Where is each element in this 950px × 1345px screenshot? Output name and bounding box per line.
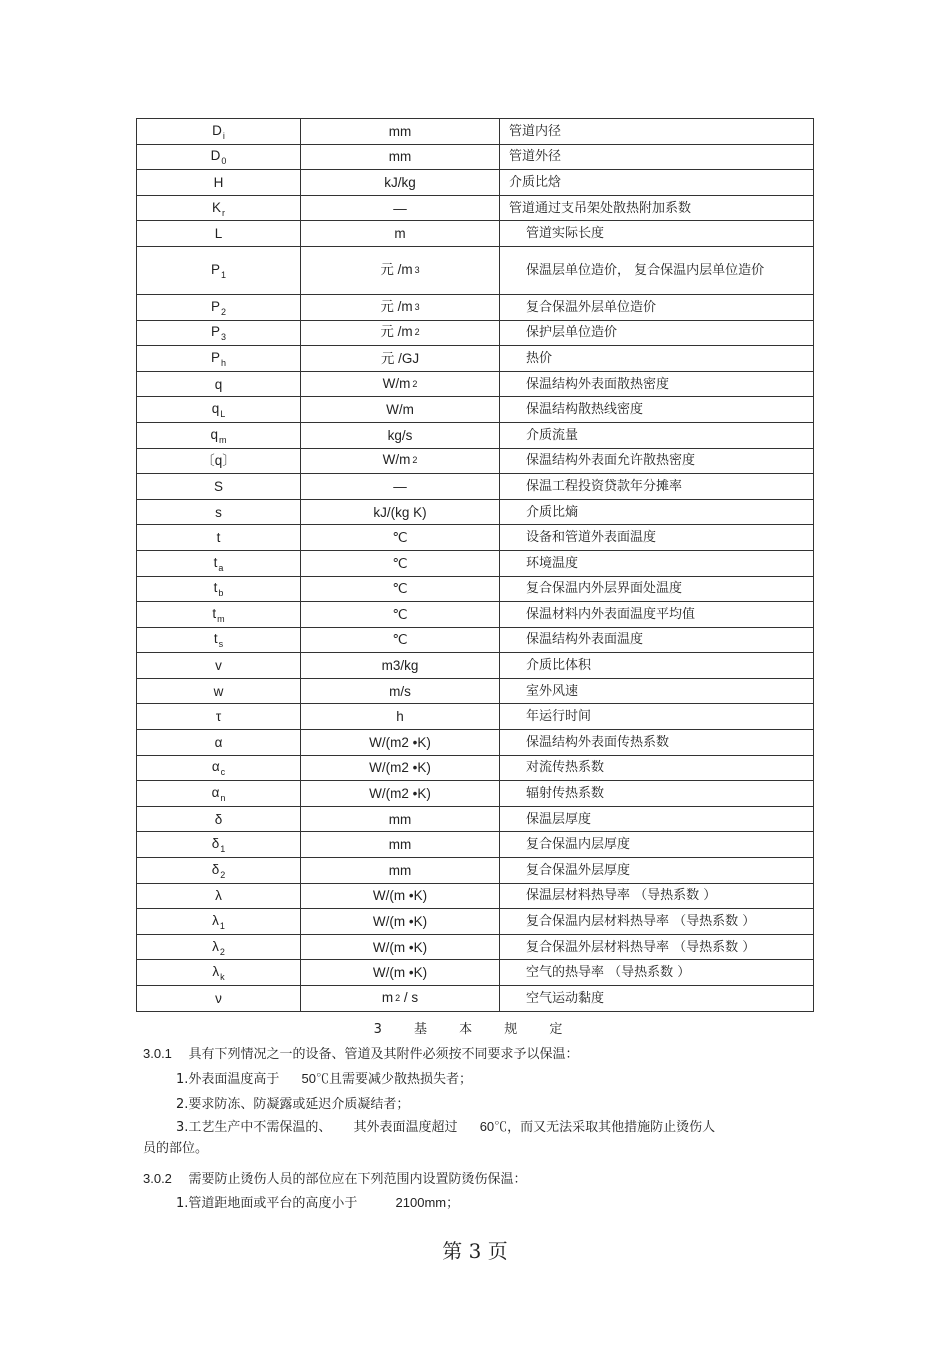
symbol: P bbox=[210, 298, 220, 314]
item-text-b: 2100mm； bbox=[395, 1195, 460, 1210]
table-row bbox=[137, 422, 814, 448]
unit: W/(m •K) bbox=[372, 965, 428, 981]
unit: ℃ bbox=[392, 581, 408, 597]
unit-tail: / s bbox=[400, 989, 419, 1005]
unit-cell bbox=[301, 550, 500, 576]
symbol-subscript: 2 bbox=[220, 869, 226, 880]
symbol-cell bbox=[137, 144, 301, 170]
description-cell: 复合保温外层材料热导率 （导热系数 ） bbox=[500, 934, 814, 960]
description-cell: 空气运动黏度 bbox=[500, 986, 814, 1012]
unit: — bbox=[393, 478, 407, 494]
unit: — bbox=[393, 200, 407, 216]
unit-cell bbox=[301, 294, 500, 320]
clause-3-0-2-item-1 bbox=[176, 1193, 459, 1214]
unit-exponent: 3 bbox=[414, 301, 420, 312]
unit-cell bbox=[301, 678, 500, 704]
symbol-cell bbox=[137, 346, 301, 372]
description-cell: 复合保温内外层界面处温度 bbox=[500, 576, 814, 602]
unit-cell bbox=[301, 755, 500, 781]
symbol-subscript: c bbox=[220, 767, 226, 778]
unit-cell bbox=[301, 806, 500, 832]
unit: 元 /m bbox=[380, 298, 413, 314]
symbol: q bbox=[214, 376, 223, 392]
symbol: t bbox=[213, 554, 218, 570]
table-row bbox=[137, 755, 814, 781]
symbol-cell bbox=[137, 960, 301, 986]
clause-number: 3.0.2 bbox=[143, 1171, 172, 1186]
symbol-subscript: 1 bbox=[220, 844, 226, 855]
table-row bbox=[137, 627, 814, 653]
unit: W/(m •K) bbox=[372, 914, 428, 930]
description-cell: 保温层材料热导率 （导热系数 ） bbox=[500, 883, 814, 909]
description-cell: 介质流量 bbox=[500, 422, 814, 448]
unit-cell bbox=[301, 397, 500, 423]
item-text-b: 其外表面温度超过 bbox=[353, 1120, 458, 1135]
clause-text: 需要防止烫伤人员的部位应在下列范围内设置防烫伤保温： bbox=[188, 1172, 527, 1187]
description-cell: 复合保温内层厚度 bbox=[500, 832, 814, 858]
unit: mm bbox=[388, 837, 412, 853]
description-cell: 热价 bbox=[500, 346, 814, 372]
description-cell: 管道内径 bbox=[500, 119, 814, 145]
symbol-cell bbox=[137, 499, 301, 525]
unit: ℃ bbox=[392, 606, 408, 622]
clause-3-0-1-item-1 bbox=[176, 1069, 472, 1090]
unit-cell bbox=[301, 960, 500, 986]
symbol-subscript: 2 bbox=[221, 306, 227, 317]
symbol-cell bbox=[137, 320, 301, 346]
table-row bbox=[137, 346, 814, 372]
unit: 元 /m bbox=[380, 324, 413, 340]
unit-cell bbox=[301, 986, 500, 1012]
symbol: 〔q〕 bbox=[201, 453, 236, 469]
symbol-cell bbox=[137, 986, 301, 1012]
symbol: δ bbox=[211, 861, 220, 877]
symbol-subscript: h bbox=[221, 357, 227, 368]
item-text-a: 3.工艺生产中不需保温的、 bbox=[176, 1120, 332, 1135]
symbol-cell bbox=[137, 550, 301, 576]
symbol-cell bbox=[137, 422, 301, 448]
clause-text: 具有下列情况之一的设备、管道及其附件必须按不同要求予以保温： bbox=[188, 1047, 579, 1062]
table-row bbox=[137, 883, 814, 909]
page-number: 第 3 页 bbox=[442, 1239, 508, 1263]
symbol: δ bbox=[214, 811, 223, 827]
table-row bbox=[137, 602, 814, 628]
table-row bbox=[137, 119, 814, 145]
unit-cell bbox=[301, 934, 500, 960]
table-row bbox=[137, 678, 814, 704]
unit-cell bbox=[301, 448, 500, 474]
symbol-cell bbox=[137, 195, 301, 221]
description-cell: 管道通过支吊架处散热附加系数 bbox=[500, 195, 814, 221]
description-cell: 复合保温外层厚度 bbox=[500, 858, 814, 884]
unit-cell bbox=[301, 195, 500, 221]
symbol-cell bbox=[137, 525, 301, 551]
symbol: q bbox=[210, 426, 218, 442]
symbol-cell bbox=[137, 576, 301, 602]
symbol-subscript: 2 bbox=[219, 946, 225, 957]
symbol: v bbox=[215, 658, 222, 674]
unit: kJ/kg bbox=[384, 174, 416, 190]
symbol-cell bbox=[137, 883, 301, 909]
unit: W/(m2 •K) bbox=[369, 760, 431, 776]
symbol: P bbox=[210, 261, 220, 277]
symbol: λ bbox=[212, 913, 219, 929]
description-cell: 介质比体积 bbox=[500, 653, 814, 679]
description-cell: 保温工程投资贷款年分摊率 bbox=[500, 474, 814, 500]
unit: mm bbox=[388, 149, 412, 165]
symbol: t bbox=[213, 631, 218, 647]
unit: m bbox=[394, 226, 406, 242]
symbol-cell bbox=[137, 653, 301, 679]
clause-3-0-1-item-2: 2.要求防冻、防凝露或延迟介质凝结者； bbox=[176, 1097, 410, 1112]
unit-exponent: 2 bbox=[395, 992, 401, 1003]
symbol-subscript: m bbox=[219, 434, 227, 445]
symbol-cell bbox=[137, 934, 301, 960]
table-row bbox=[137, 170, 814, 196]
table-row bbox=[137, 781, 814, 807]
unit-exponent: 2 bbox=[412, 378, 418, 389]
description-cell: 复合保温外层单位造价 bbox=[500, 294, 814, 320]
unit-cell bbox=[301, 170, 500, 196]
unit: 元 /m bbox=[380, 261, 413, 277]
table-row bbox=[137, 858, 814, 884]
symbol-subscript: s bbox=[218, 639, 224, 650]
symbol: w bbox=[213, 683, 224, 699]
item-text-c: 60℃，而又无法采取其他措施防止烫伤人 bbox=[479, 1119, 716, 1134]
symbol: S bbox=[213, 478, 223, 494]
clause-3-0-1 bbox=[143, 1044, 578, 1065]
table-row bbox=[137, 371, 814, 397]
symbol-cell bbox=[137, 221, 301, 247]
unit-cell bbox=[301, 858, 500, 884]
symbol-subscript: L bbox=[220, 409, 226, 420]
unit-cell bbox=[301, 320, 500, 346]
symbol-subscript: m bbox=[217, 613, 225, 624]
symbol: t bbox=[212, 605, 217, 621]
table-row bbox=[137, 499, 814, 525]
symbol-subscript: 3 bbox=[221, 332, 227, 343]
unit: m bbox=[381, 989, 394, 1005]
description-cell: 保温结构外表面散热密度 bbox=[500, 371, 814, 397]
table-row bbox=[137, 397, 814, 423]
unit-cell bbox=[301, 474, 500, 500]
symbol: δ bbox=[211, 836, 220, 852]
unit: W/m bbox=[386, 402, 414, 418]
unit-cell bbox=[301, 371, 500, 397]
symbol-cell bbox=[137, 294, 301, 320]
symbol-subscript: k bbox=[220, 972, 225, 983]
symbol: s bbox=[215, 504, 222, 520]
unit: mm bbox=[388, 123, 412, 139]
unit-cell bbox=[301, 730, 500, 756]
description-cell: 介质比熵 bbox=[500, 499, 814, 525]
description-cell: 辐射传热系数 bbox=[500, 781, 814, 807]
symbol: α bbox=[214, 734, 223, 750]
unit-cell bbox=[301, 346, 500, 372]
symbol: H bbox=[213, 174, 224, 190]
table-row bbox=[137, 525, 814, 551]
section-heading: 3 基 本 规 定 bbox=[373, 1022, 577, 1037]
description-cell: 年运行时间 bbox=[500, 704, 814, 730]
description-cell: 空气的热导率 （导热系数 ） bbox=[500, 960, 814, 986]
description-cell: 管道外径 bbox=[500, 144, 814, 170]
symbol-table bbox=[136, 118, 814, 1012]
table-row bbox=[137, 576, 814, 602]
table-row bbox=[137, 986, 814, 1012]
unit: kJ/(kg K) bbox=[373, 504, 427, 520]
symbol-subscript: 1 bbox=[219, 921, 225, 932]
symbol: D bbox=[210, 148, 221, 164]
description-cell: 保温层单位造价， 复合保温内层单位造价 bbox=[500, 246, 814, 294]
symbol-cell bbox=[137, 755, 301, 781]
symbol-cell bbox=[137, 448, 301, 474]
table-row bbox=[137, 960, 814, 986]
symbol-subscript: n bbox=[220, 793, 226, 804]
unit-exponent: 2 bbox=[412, 455, 418, 466]
symbol: D bbox=[212, 122, 222, 138]
item-text-a: 1.外表面温度高于 bbox=[176, 1072, 280, 1087]
table-row bbox=[137, 448, 814, 474]
table-row bbox=[137, 832, 814, 858]
symbol: α bbox=[211, 785, 220, 801]
item-text-b: 50℃且需要减少散热损失者； bbox=[301, 1071, 473, 1086]
symbol: t bbox=[216, 530, 221, 546]
unit-cell bbox=[301, 627, 500, 653]
symbol-subscript: i bbox=[222, 130, 225, 141]
symbol-cell bbox=[137, 781, 301, 807]
unit: kg/s bbox=[387, 427, 413, 443]
unit-cell bbox=[301, 781, 500, 807]
unit-cell bbox=[301, 704, 500, 730]
unit: W/m bbox=[382, 375, 411, 391]
unit: W/(m2 •K) bbox=[369, 734, 431, 750]
symbol: q bbox=[211, 401, 220, 417]
symbol: ν bbox=[215, 990, 222, 1006]
symbol-cell bbox=[137, 704, 301, 730]
unit-cell bbox=[301, 499, 500, 525]
symbol-cell bbox=[137, 246, 301, 294]
symbol-cell bbox=[137, 474, 301, 500]
description-cell: 环境温度 bbox=[500, 550, 814, 576]
symbol-cell bbox=[137, 397, 301, 423]
unit: W/(m2 •K) bbox=[369, 786, 431, 802]
unit: m3/kg bbox=[381, 658, 419, 674]
table-row bbox=[137, 294, 814, 320]
table-row bbox=[137, 195, 814, 221]
table-row bbox=[137, 806, 814, 832]
unit: h bbox=[396, 709, 404, 725]
unit-exponent: 2 bbox=[414, 327, 420, 338]
clause-3-0-2 bbox=[143, 1169, 526, 1190]
symbol-cell bbox=[137, 730, 301, 756]
description-cell: 设备和管道外表面温度 bbox=[500, 525, 814, 551]
unit: m/s bbox=[389, 683, 411, 699]
symbol-cell bbox=[137, 371, 301, 397]
symbol-subscript: 0 bbox=[221, 156, 227, 167]
symbol: L bbox=[214, 226, 223, 242]
table-row bbox=[137, 653, 814, 679]
symbol-cell bbox=[137, 602, 301, 628]
clause-3-0-1-item-3-cont: 员的部位。 bbox=[143, 1141, 209, 1156]
table-row bbox=[137, 704, 814, 730]
description-cell: 保温层厚度 bbox=[500, 806, 814, 832]
symbol: P bbox=[210, 349, 220, 365]
unit: mm bbox=[388, 811, 412, 827]
unit-cell bbox=[301, 119, 500, 145]
description-cell: 介质比焓 bbox=[500, 170, 814, 196]
symbol-table-body bbox=[137, 119, 814, 1012]
unit: 元 /GJ bbox=[380, 350, 420, 366]
description-cell: 保温结构外表面传热系数 bbox=[500, 730, 814, 756]
symbol: P bbox=[210, 324, 220, 340]
unit: W/(m •K) bbox=[372, 888, 428, 904]
unit: ℃ bbox=[392, 555, 408, 571]
unit: ℃ bbox=[392, 530, 408, 546]
unit-cell bbox=[301, 144, 500, 170]
item-text-a: 1.管道距地面或平台的高度小于 bbox=[176, 1196, 358, 1211]
symbol-cell bbox=[137, 119, 301, 145]
symbol: λ bbox=[212, 938, 219, 954]
symbol-subscript: a bbox=[218, 562, 224, 573]
description-cell: 保温结构外表面温度 bbox=[500, 627, 814, 653]
unit-cell bbox=[301, 909, 500, 935]
description-cell: 室外风速 bbox=[500, 678, 814, 704]
unit-cell bbox=[301, 602, 500, 628]
table-row bbox=[137, 221, 814, 247]
unit-cell bbox=[301, 422, 500, 448]
symbol-cell bbox=[137, 806, 301, 832]
table-row bbox=[137, 320, 814, 346]
symbol: τ bbox=[215, 709, 222, 725]
symbol: λ bbox=[215, 888, 222, 904]
description-cell: 保温结构外表面允许散热密度 bbox=[500, 448, 814, 474]
unit-cell bbox=[301, 221, 500, 247]
table-row bbox=[137, 474, 814, 500]
symbol: t bbox=[213, 580, 218, 596]
symbol-cell bbox=[137, 858, 301, 884]
symbol: λ bbox=[212, 964, 220, 980]
symbol: K bbox=[211, 199, 221, 215]
description-cell: 保温结构散热线密度 bbox=[500, 397, 814, 423]
clause-3-0-1-item-3 bbox=[176, 1117, 715, 1138]
unit-cell bbox=[301, 525, 500, 551]
symbol-subscript: r bbox=[222, 207, 225, 218]
table-row bbox=[137, 934, 814, 960]
unit-cell bbox=[301, 883, 500, 909]
unit-cell bbox=[301, 576, 500, 602]
unit: W/m bbox=[382, 452, 411, 468]
symbol-cell bbox=[137, 170, 301, 196]
clause-number: 3.0.1 bbox=[143, 1046, 172, 1061]
unit: mm bbox=[388, 862, 412, 878]
description-cell: 保护层单位造价 bbox=[500, 320, 814, 346]
symbol-subscript: 1 bbox=[221, 269, 227, 280]
unit-cell bbox=[301, 653, 500, 679]
description-cell: 对流传热系数 bbox=[500, 755, 814, 781]
symbol-cell bbox=[137, 627, 301, 653]
symbol-subscript: b bbox=[218, 588, 224, 599]
description-cell: 保温材料内外表面温度平均值 bbox=[500, 602, 814, 628]
table-row bbox=[137, 909, 814, 935]
symbol-cell bbox=[137, 832, 301, 858]
table-row bbox=[137, 144, 814, 170]
description-cell: 管道实际长度 bbox=[500, 221, 814, 247]
symbol-cell bbox=[137, 678, 301, 704]
unit: W/(m •K) bbox=[372, 939, 428, 955]
table-row bbox=[137, 730, 814, 756]
symbol: α bbox=[211, 759, 220, 775]
unit: ℃ bbox=[392, 632, 408, 648]
table-row bbox=[137, 246, 814, 294]
symbol-cell bbox=[137, 909, 301, 935]
unit-cell bbox=[301, 832, 500, 858]
unit-exponent: 3 bbox=[414, 264, 420, 275]
unit-cell bbox=[301, 246, 500, 294]
description-cell: 复合保温内层材料热导率 （导热系数 ） bbox=[500, 909, 814, 935]
table-row bbox=[137, 550, 814, 576]
